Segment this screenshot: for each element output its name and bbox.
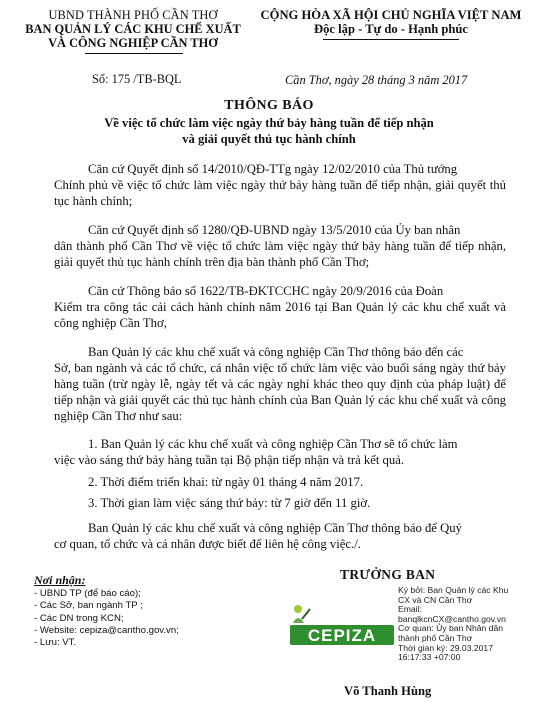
paragraph-rest: Sở, ban ngành và các tổ chức, cá nhân việc tổ chức làm việc vào buổi sáng ngày thứ bảy hàng tuần (trừ ngày lễ, ngày tết và các ngày nghỉ khác theo quy định của pháp luật) để tiếp nhận và giải quyết các thủ tục hành chính của Ban Quản lý các khu chế xuất và công nghiệp Cần Thơ như sau: (54, 361, 507, 423)
document-number: Số: 175 /TB-BQL (92, 72, 182, 86)
recipient-item: - Website: cepiza@cantho.gov.vn; (34, 624, 179, 636)
subtitle-line2: và giải quyết thủ tục hành chính (182, 132, 356, 146)
logo-text: CEPIZA (307, 626, 377, 645)
place-date: Cần Thơ, ngày 28 tháng 3 năm 2017 (285, 73, 468, 87)
subtitle-line1: Về việc tổ chức làm việc ngày thứ bảy hàng tuần để tiếp nhận (104, 116, 434, 130)
paragraph-first-line: Căn cứ Quyết định số 1280/QĐ-UBND ngày 13/5/2010 của Ủy ban nhân (88, 223, 461, 237)
digital-signature-info (398, 586, 538, 663)
agency-parent: UBND THÀNH PHỐ CẦN THƠ (48, 8, 218, 22)
paragraph-item-3 (54, 495, 506, 511)
recipient-item: - UBND TP (để báo cáo); (34, 588, 141, 599)
recipient-item: - Các Sở, ban ngành TP ; (34, 600, 143, 612)
document-title: THÔNG BÁO (224, 98, 314, 113)
recipient-item: - Các DN trong KCN; (34, 612, 124, 624)
recipients-list (34, 588, 179, 649)
sig-line: 16:17:33 +07:00 (398, 652, 461, 663)
paragraph-first-line: Ban Quản lý các khu chế xuất và công nghiệp Cần Thơ thông báo để Quý (88, 521, 462, 535)
country-name: CỘNG HÒA XÃ HỘI CHỦ NGHĨA VIỆT NAM (260, 8, 522, 22)
paragraph-basis-2 (54, 222, 506, 270)
sig-line: banqlkcnCX@cantho.gov.vn (398, 613, 506, 624)
paragraph-item-1 (54, 436, 506, 468)
agency-underline (85, 53, 183, 54)
paragraph-closing (54, 520, 506, 552)
paragraph-first-line: Căn cứ Quyết định số 14/2010/QĐ-TTg ngày 12/02/2010 của Thủ tướng (88, 162, 458, 176)
paragraph-basis-3 (54, 283, 506, 331)
sig-line: CX và CN Cần Thơ (398, 594, 473, 605)
paragraph-first-line: 1. Ban Quản lý các khu chế xuất và công nghiệp Cần Thơ sẽ tổ chức làm (88, 437, 458, 451)
national-motto (246, 8, 536, 36)
sig-line: Cơ quan: Ủy ban Nhân dân (398, 623, 504, 634)
paragraph-basis-1 (54, 161, 506, 209)
paragraph-first-line: Căn cứ Thông báo số 1622/TB-ĐKTCCHC ngày 20/9/2016 của Đoàn (88, 284, 444, 298)
sig-line: Thời gian ký: 29.03.2017 (398, 642, 493, 653)
document-subtitle (60, 115, 478, 147)
paragraph-rest: Chính phủ về việc tổ chức làm việc ngày thứ bảy hàng tuần để tiếp nhận, giải quyết thủ tục hành chính; (54, 178, 506, 208)
paragraph-rest: Kiểm tra công tác cải cách hành chính năm 2016 tại Ban Quản lý các khu chế xuất và công nghiệp Cần Thơ, (54, 300, 506, 330)
sig-line: Ký bởi: Ban Quản lý các Khu (398, 585, 509, 595)
recipients-title: Nơi nhận: (34, 573, 86, 587)
signature-emblem-icon (293, 605, 310, 623)
motto-underline (323, 39, 459, 40)
motto: Độc lập - Tự do - Hạnh phúc (314, 22, 468, 36)
paragraph-first-line: 2. Thời điểm triển khai: từ ngày 01 tháng 4 năm 2017. (88, 475, 364, 489)
cepiza-logo (290, 603, 394, 647)
signer-name: Võ Thanh Hùng (344, 684, 432, 698)
issuing-agency (20, 8, 246, 50)
paragraph-first-line: Ban Quản lý các khu chế xuất và công nghiệp Cần Thơ thông báo đến các (88, 345, 464, 359)
recipient-item: - Lưu: VT. (34, 637, 77, 649)
sig-line: Email: (398, 604, 422, 615)
paragraph-announcement (54, 344, 506, 424)
paragraph-item-2 (54, 474, 506, 490)
paragraph-rest: dân thành phố Cần Thơ về việc tổ chức làm việc ngày thứ bảy hàng tuần để tiếp nhận, giải quyết thủ tục hành chính trên địa bàn thành phố Cần Thơ; (54, 239, 506, 269)
paragraph-rest: việc vào sáng thứ bảy hàng tuần tại Bộ phận tiếp nhận và trả kết quả. (54, 453, 405, 467)
signer-title: TRƯỞNG BAN (340, 567, 436, 582)
agency-name-line2: VÀ CÔNG NGHIỆP CẦN THƠ (48, 36, 218, 50)
agency-name-line1: BAN QUẢN LÝ CÁC KHU CHẾ XUẤT (25, 22, 241, 36)
paragraph-first-line: 3. Thời gian làm việc sáng thứ bảy: từ 7 giờ đến 11 giờ. (88, 496, 371, 510)
paragraph-rest: cơ quan, tổ chức và cá nhân được biết để liên hệ công việc./. (54, 537, 361, 551)
sig-line: thành phố Cần Thơ (398, 632, 473, 643)
